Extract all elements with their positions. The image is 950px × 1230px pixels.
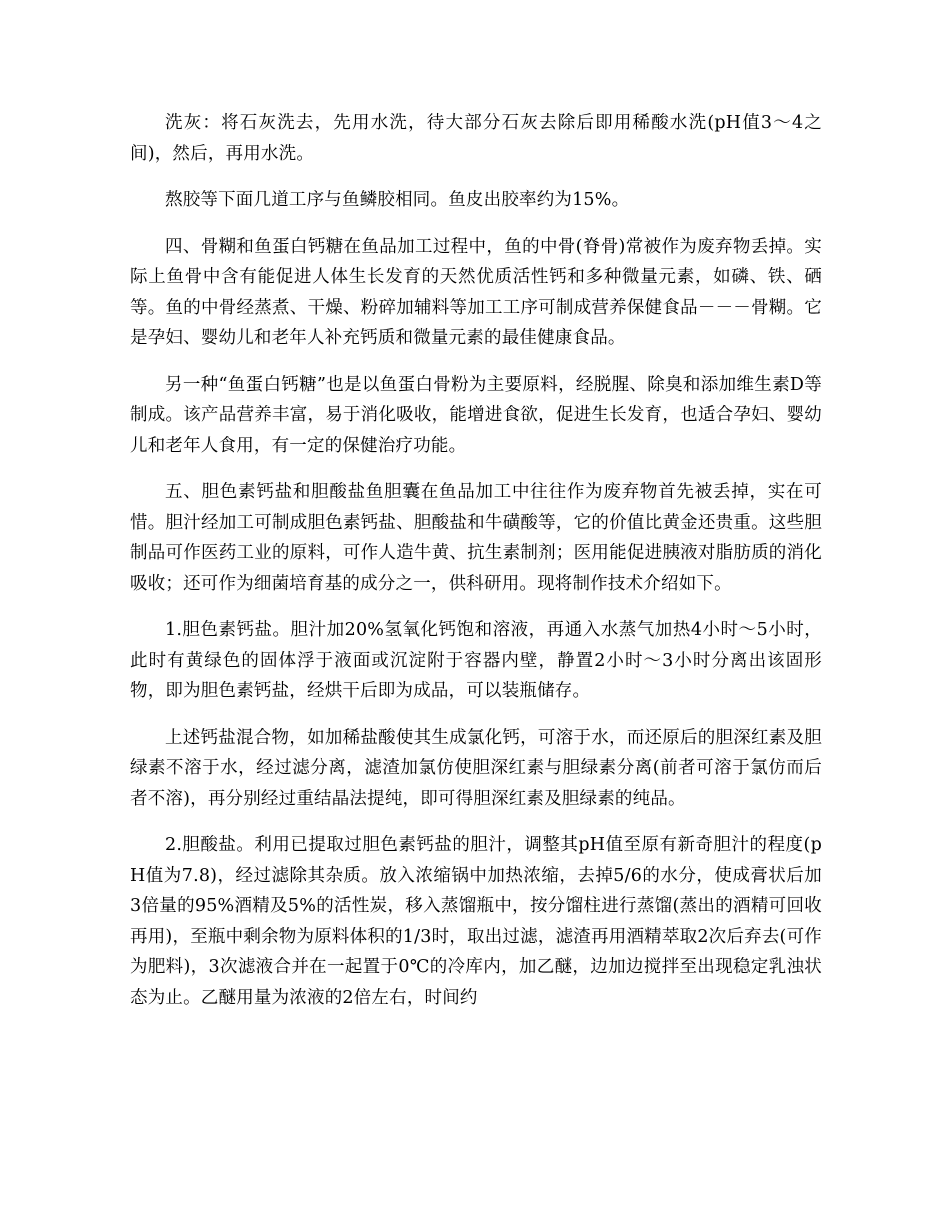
paragraph-calcium-mixture: 上述钙盐混合物，如加稀盐酸使其生成氯化钙，可溶于水，而还原后的胆深红素及胆绿素不溶于水，经过滤分离，滤渣加氯仿使胆深红素与胆绿素分离(前者可溶于氯仿而后者不溶)，再分别经过重结晶法提纯，即可得胆深红素及胆绿素的纯品。 — [130, 727, 822, 809]
paragraph-calcium-candy: 另一种“鱼蛋白钙糖”也是以鱼蛋白骨粉为主要原料，经脱腥、除臭和添加维生素D等制成。该产品营养丰富，易于消化吸收，能增进食欲，促进生长发育，也适合孕妇、婴幼儿和老年人食用，有一定的保健治疗功能。 — [130, 374, 822, 456]
paragraph-bilirubin-calcium: 1.胆色素钙盐。胆汁加20%氢氧化钙饱和溶液，再通入水蒸气加热4小时～5小时，此时有黄绿色的固体浮于液面或沉淀附于容器内壁，静置2小时～3小时分离出该固形物，即为胆色素钙盐，经烘干后即为成品，可以装瓶储存。 — [130, 620, 822, 701]
paragraph-bile-products: 五、胆色素钙盐和胆酸盐鱼胆囊在鱼品加工中往往作为废弃物首先被丢掉，实在可惜。胆汁经加工可制成胆色素钙盐、胆酸盐和牛磺酸等，它的价值比黄金还贵重。这些胆制品可作医药工业的原料，可作人造牛黄、抗生素制剂；医用能促进胰液对脂肪质的消化吸收；还可作为细菌培育基的成分之一，供科研用。现将制作技术介绍如下。 — [130, 482, 822, 594]
document-body — [130, 108, 822, 1029]
paragraph-bile-salt: 2.胆酸盐。利用已提取过胆色素钙盐的胆汁，调整其pH值至原有新奇胆汁的程度(pH值为7.8)，经过滤除其杂质。放入浓缩锅中加热浓缩，去掉5/6的水分，使成膏状后加3倍量的95%酒精及5%的活性炭，移入蒸馏瓶中，按分馏柱进行蒸馏(蒸出的酒精可回收再用)，至瓶中剩余物为原料体积的1/3时，取出过滤，滤渣再用酒精萃取2次后弃去(可作为肥料)，3次滤液合并在一起置于0℃的冷库内，加乙醚，边加边搅拌至出现稳定乳浊状态为止。乙醚用量为浓液的2倍左右，时间约 — [130, 835, 822, 1008]
paragraph-wash-lime: 洗灰：将石灰洗去，先用水洗，待大部分石灰去除后即用稀酸水洗(pH值3～4之间)，然后，再用水洗。 — [130, 113, 822, 164]
paragraph-glue-yield: 熬胶等下面几道工序与鱼鳞胶相同。鱼皮出胶率约为15%。 — [165, 190, 630, 210]
paragraph-bone-paste: 四、骨糊和鱼蛋白钙糖在鱼品加工过程中，鱼的中骨(脊骨)常被作为废弃物丢掉。实际上鱼骨中含有能促进人体生长发育的天然优质活性钙和多种微量元素，如磷、铁、硒等。鱼的中骨经蒸煮、干燥、粉碎加辅料等加工工序可制成营养保健食品－－－骨糊。它是孕妇、婴幼儿和老年人补充钙质和微量元素的最佳健康食品。 — [130, 236, 822, 348]
